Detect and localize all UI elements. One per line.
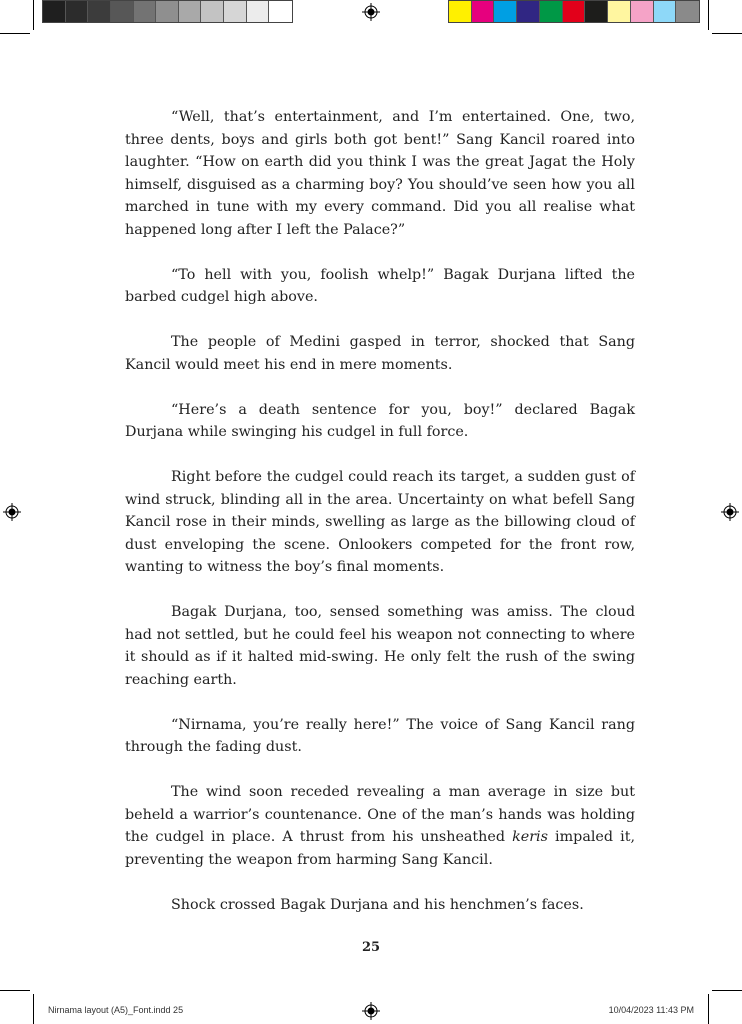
gray-swatch xyxy=(43,1,66,22)
color-swatch xyxy=(631,1,654,22)
registration-mark-icon xyxy=(362,1002,380,1020)
gray-swatch xyxy=(201,1,224,22)
crop-mark-bottom-left-v xyxy=(33,994,34,1024)
crop-mark-bottom-right-v xyxy=(708,994,709,1024)
crop-mark-bottom-right-h xyxy=(712,990,742,991)
paragraph: Right before the cudgel could reach its target, a sudden gust of wind struck, blinding all in the area. Uncertainty on what befell Sang Kancil rose in their minds, swelling as large as the billowing cloud of dust enveloping the scene. Onlookers competed for the front row, wanting to witness the boy’s final moments. xyxy=(125,469,635,575)
color-swatch xyxy=(494,1,517,22)
paragraph xyxy=(125,781,635,871)
gray-swatch xyxy=(111,1,134,22)
text-run: The wind soon receded revealing a man average in size but beheld a warrior’s countenance. One of the man’s hands was holding the cudgel in place. A thrust from his unsheathed xyxy=(125,784,635,845)
text-run: impaled it, preventing the weapon from harming Sang Kancil. xyxy=(125,829,635,868)
italic-term: keris xyxy=(512,829,548,845)
gray-swatch xyxy=(269,1,292,22)
crop-mark-top-left-h xyxy=(0,33,30,34)
gray-swatch xyxy=(88,1,111,22)
registration-mark-icon xyxy=(721,503,739,521)
gray-swatch xyxy=(156,1,179,22)
grayscale-color-bar xyxy=(42,0,293,23)
registration-mark-icon xyxy=(362,3,380,21)
color-swatch xyxy=(563,1,586,22)
paragraph: “Here’s a death sentence for you, boy!” declared Bagak Durjana while swinging his cudgel in full force. xyxy=(125,401,635,440)
registration-mark-icon xyxy=(3,503,21,521)
slug-datetime: 10/04/2023 11:43 PM xyxy=(608,1005,694,1015)
crop-mark-bottom-left-h xyxy=(0,990,30,991)
paragraph: “Nirnama, you’re really here!” The voice of Sang Kancil rang through the fading dust. xyxy=(125,716,635,755)
paragraph: Shock crossed Bagak Durjana and his henchmen’s faces. xyxy=(171,896,584,913)
page-number: 25 xyxy=(361,940,381,955)
gray-swatch xyxy=(134,1,157,22)
gray-swatch xyxy=(66,1,89,22)
crop-mark-top-right-v xyxy=(708,0,709,30)
color-swatch xyxy=(449,1,472,22)
gray-swatch xyxy=(224,1,247,22)
slug-filename: Nirnama layout (A5)_Font.indd 25 xyxy=(48,1005,184,1015)
paragraph: “To hell with you, foolish whelp!” Bagak Durjana lifted the barbed cudgel high above. xyxy=(125,266,635,305)
color-swatch xyxy=(585,1,608,22)
gray-swatch xyxy=(179,1,202,22)
color-swatch xyxy=(472,1,495,22)
color-swatch xyxy=(676,1,699,22)
gray-swatch xyxy=(247,1,270,22)
crop-mark-top-right-h xyxy=(712,33,742,34)
color-swatch xyxy=(654,1,677,22)
color-swatch xyxy=(517,1,540,22)
color-swatch xyxy=(608,1,631,22)
paragraph: The people of Medini gasped in terror, shocked that Sang Kancil would meet his end in mere moments. xyxy=(125,334,635,373)
body-text xyxy=(125,106,635,939)
color-swatch xyxy=(540,1,563,22)
crop-mark-top-left-v xyxy=(33,0,34,30)
paragraph: Bagak Durjana, too, sensed something was amiss. The cloud had not settled, but he could feel his weapon not connecting to where it should as if it halted mid-swing. He only felt the rush of the swing reaching earth. xyxy=(125,604,635,688)
paragraph: “Well, that’s entertainment, and I’m entertained. One, two, three dents, boys and girls both got bent!” Sang Kancil roared into laughter. “How on earth did you think I was the great Jagat the Holy himself, disguised as a charming boy? You should’ve seen how you all marched in tune with my every command. Did you all realise what happened long after I left the Palace?” xyxy=(125,109,635,238)
process-color-bar xyxy=(448,0,700,23)
